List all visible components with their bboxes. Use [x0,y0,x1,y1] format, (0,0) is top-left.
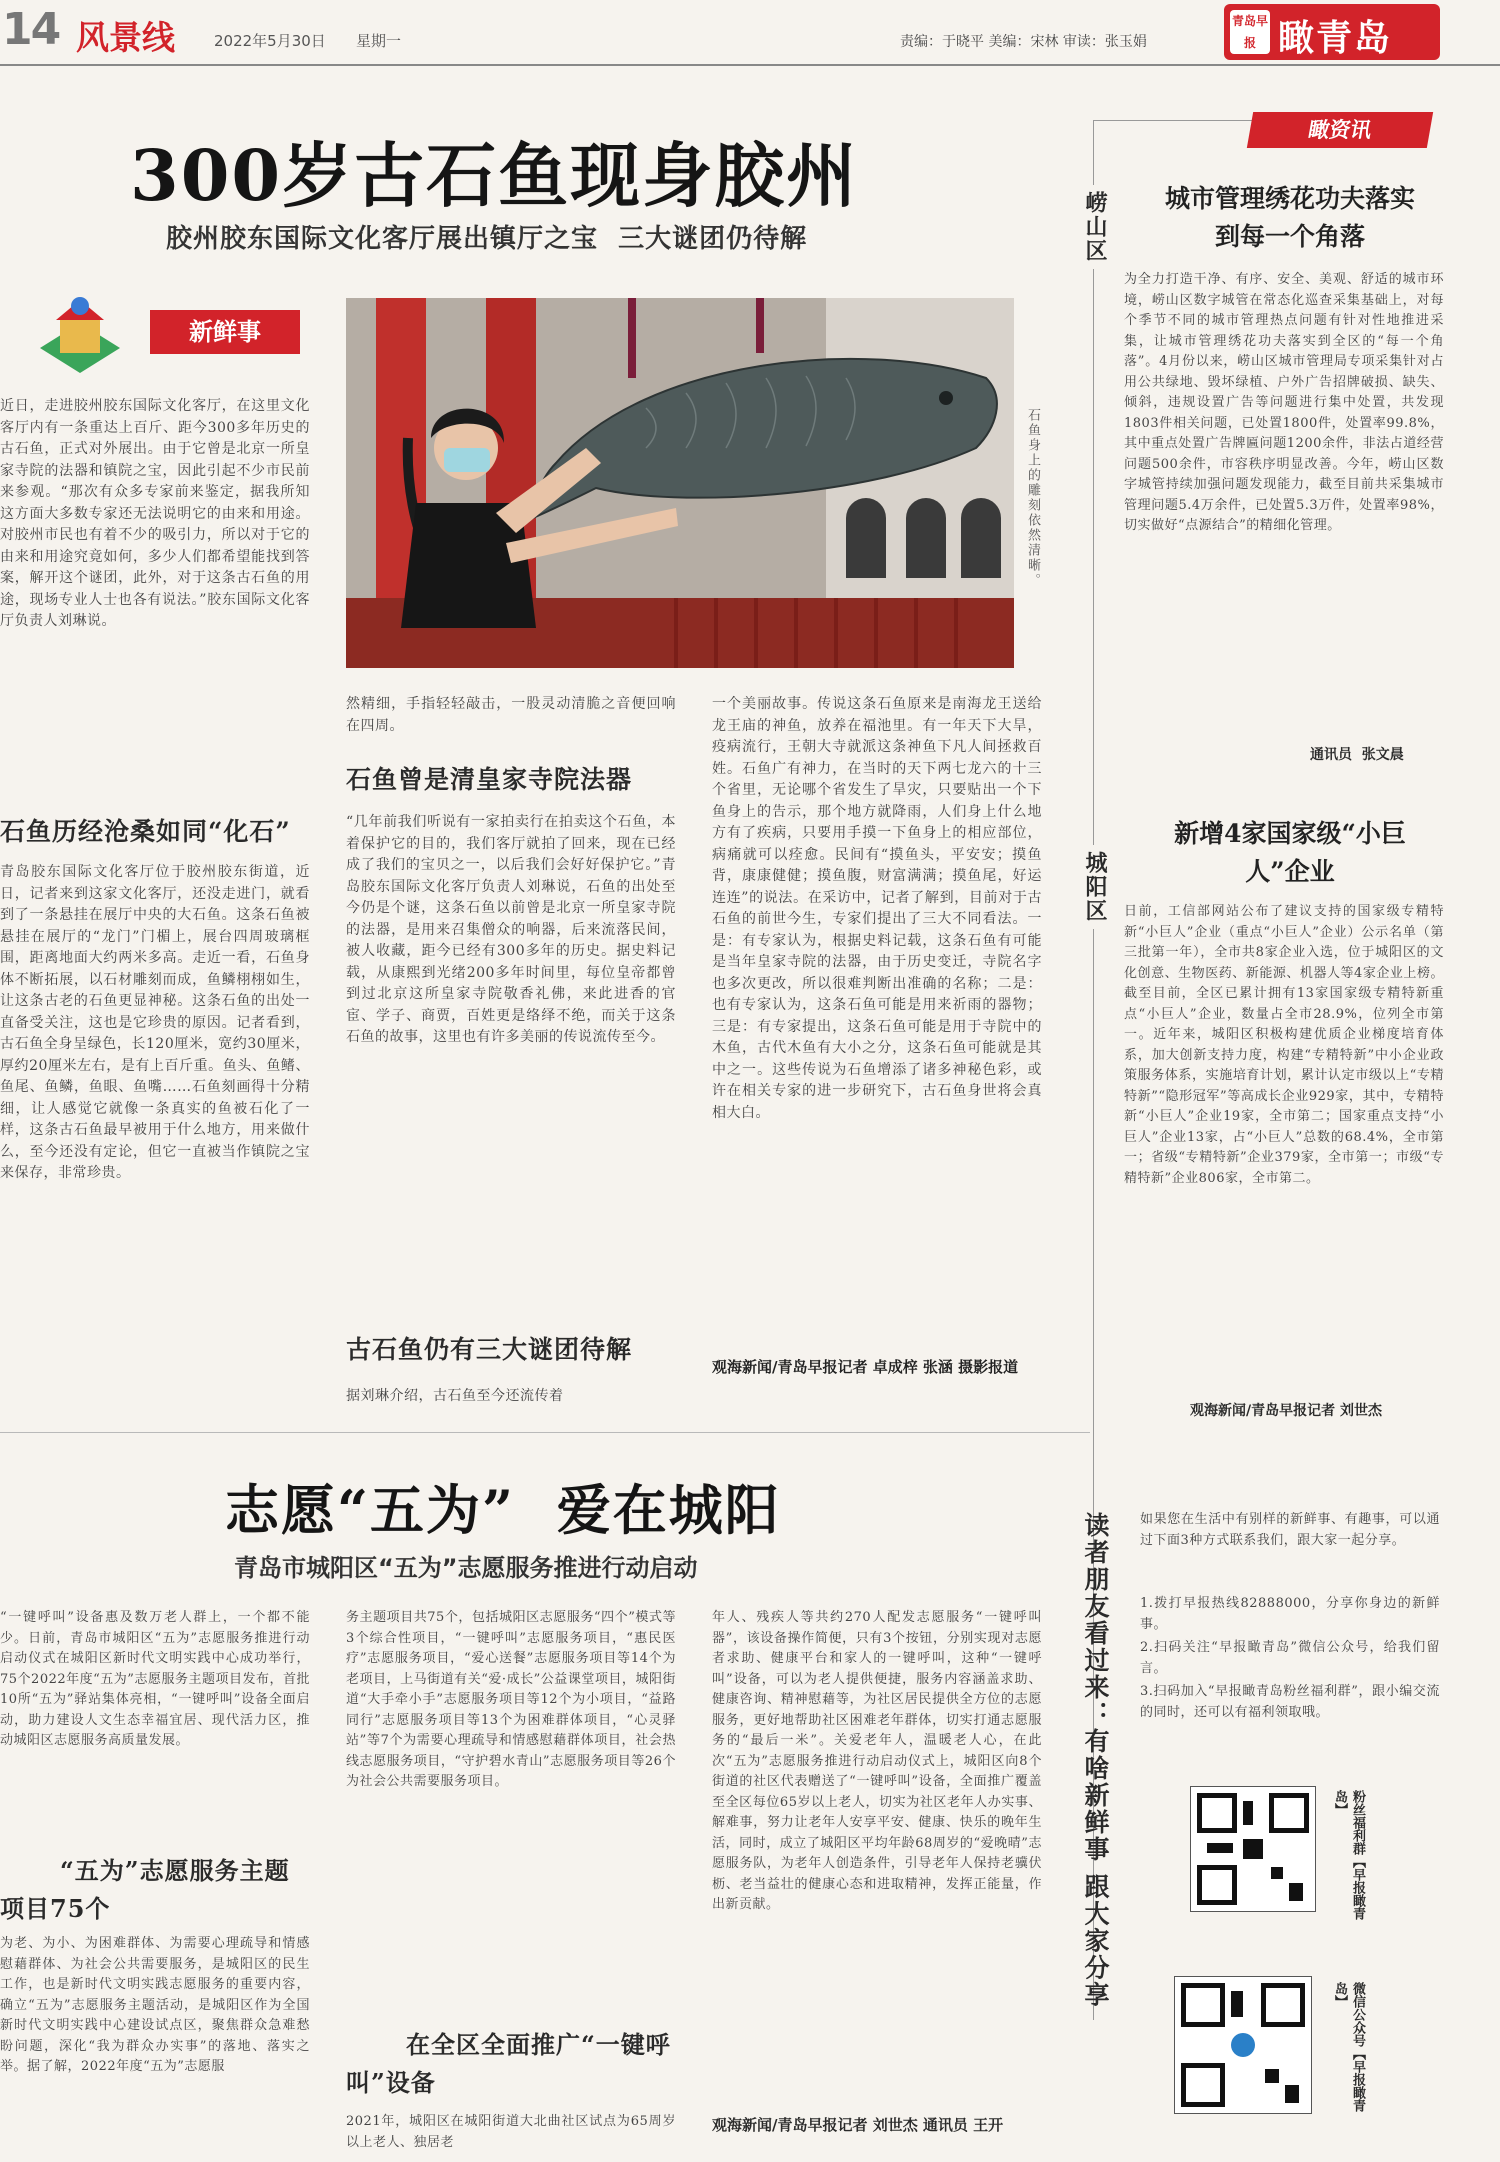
article1-lead: 近日，走进胶州胶东国际文化客厅，在这里文化客厅内有一条重达上百斤、距今300多年历史的古石鱼，正式对外展出。由于它曾是北京一所皇家寺院的法器和镇院之宝，因此引起不少市民前来参观。“那次有众多专家前来鉴定，据我所知这方面大多数专家还无法说明它的由来和用途。对胶州市民也有着不少的吸引力，所以对于它的由来和用途究竟如何，多少人们都希望能找到答案，解开这个谜团，此外，对于这条古石鱼的用途，现场专业人士也各有说法。”胶东国际文化客厅负责人刘琳说。 [0,398,310,629]
news1-title: 城市管理绣花功夫落实到每一个角落 [1164,184,1415,251]
issue-date: 2022年5月30日 [214,32,326,50]
article1-heading-mysteries: 古石鱼仍有三大谜团待解 [346,1335,633,1364]
reader-box-title: 读者朋友看过来：有啥新鲜事 跟大家分享 [1081,1512,1110,2009]
article1-col2-text: “几年前我们听说有一家拍卖行在拍卖这个石鱼，本着保护它的目的，我们客厅就拍了回来，现在已经成了我们的宝贝之一，以后我们会好好保护它。”青岛胶东国际文化客厅负责人刘琳说，石鱼的出处至今仍是个谜，这条石鱼以前曾是北京一所皇家寺院的法器，是用来召集僧众的响器，后来流落民间，被人收藏，距今已经有300多年的历史。据史料记载，从康熙到光绪200多年时间里，每位皇帝都曾到过北京这所皇家寺院敬香礼佛，来此进香的官宦、学子、商贾，百姓更是络绎不绝，而关于这条石鱼的故事，这里也有许多美丽的传说流传至今。 [346,814,676,1045]
article1-heading-temple: 石鱼曾是清皇家寺院法器 [346,765,633,794]
news1-byline: 通讯员 张文晨 [1310,747,1404,763]
sidebar-tag: 瞰资讯 [1247,112,1433,148]
brand-badge: 青岛早报 [1230,10,1270,54]
article1-col3-text: 一个美丽故事。传说这条石鱼原来是南海龙王送给龙王庙的神鱼，放养在福池里。有一年天下大旱，疫病流行，王朝大寺就派这条神鱼下凡人间拯救百姓。石鱼广有神力，在当时的天下两七龙六的十三个省里，无论哪个省发生了旱灾，只要贴出一个下鱼身上的告示，那个地方就降雨，人们身上什么地方有了疾病，只要用手摸一下鱼身上的相应部位，病痛就可以痊愈。民间有“摸鱼头，平安安；摸鱼背，康康健健；摸鱼腹，财富满满；摸鱼尾，好运连连”的说法。在采访中，记者了解到，目前对于古石鱼的前世今生，专家们提出了三大不同看法。一是：有专家认为，根据史料记载，这条石鱼有可能是当年皇家寺院的法器，由于历史变迁，寺院名字也多次更改，所以很难判断出准确的名称；二是：也有专家认为，这条石鱼可能是用来祈雨的器物；三是：有专家提出，这条石鱼可能是用于寺院中的木鱼，古代木鱼有大小之分，这条石鱼可能就是其中之一。这些传说为石鱼增添了诸多神秘色彩，或许在相关专家的进一步研究下，古石鱼身世将会真相大白。 [712,696,1042,1121]
article2-lead: “一键呼叫”设备惠及数万老人群上，一个都不能少。日前，青岛市城阳区“五为”志愿服务推进行动启动仪式在城阳区新时代文明实践中心成功举行，75个2022年度“五为”志愿服务主题项目发布，首批10所“五为”驿站集体亮相，“一键呼叫”设备全面启动，助力建设人文生态幸福宜居、现代活力区，推动城阳区志愿服务高质量发展。 [0,1610,310,1748]
article2-heading-projects: “五为”志愿服务主题项目75个 [0,1856,290,1923]
sidebar-top-rule [1093,120,1254,122]
news-tag-label: 新鲜事 [150,310,300,354]
article1-heading-fossil: 石鱼历经沧桑如同“化石” [0,817,291,846]
section-name: 风景线 [76,18,175,57]
article2-subhead: 青岛市城阳区“五为”志愿服务推进行动启动 [234,1554,698,1582]
header-rule [0,64,1500,66]
news-tag-graphic [30,288,280,378]
article2-heading-oneclick: 在全区全面推广“一键呼叫”设备 [346,2030,671,2097]
fan-group-qr-code[interactable] [1190,1786,1316,1912]
page-number: 14 [2,4,60,55]
photo-illustration [346,298,1014,668]
article1-col1-text: 青岛胶东国际文化客厅位于胶州胶东街道，近日，记者来到这家文化客厅，还没走进门，就看到了一条悬挂在展厅中央的大石鱼。这条石鱼被悬挂在展厅的“龙门”门楣上，展台四周玻璃框围，距离地面大约两米多高。走近一看，石鱼身体不断拓展，以石材雕刻而成，鱼鳞栩栩如生，让这条古老的石鱼更显神秘。这条石鱼的出处一直备受关注，这也是它珍贵的原因。记者看到，古石鱼全身呈绿色，长120厘米，宽约30厘米，厚约20厘米左右，是有上百斤重。鱼头、鱼鳍、鱼尾、鱼鳞，鱼眼、鱼嘴……石鱼刻画得十分精细，让人感觉它就像一条真实的鱼被石化了一样，这条古石鱼最早被用于什么地方，用来做什么，至今还没有定论，但它一直被当作镇院之宝来保存，非常珍贵。 [0,864,310,1181]
brand-logo [1224,4,1440,60]
district-chengyang: 城阳区 [1080,845,1111,929]
issue-weekday: 星期一 [356,32,402,50]
fan-group-qr-label: 粉丝福利群【早报瞰青岛】 [1332,1790,1365,1920]
reader-box-item3: 3.扫码加入“早报瞰青岛粉丝福利群”，跟小编交流的同时，还可以有福利领取哦。 [1140,1684,1440,1720]
article-divider [0,1432,1090,1433]
wechat-account-qr-code[interactable] [1174,1976,1312,2114]
article2-byline: 观海新闻/青岛早报记者 刘世杰 通讯员 王开 [712,2116,1004,2134]
article1-headline: 300岁古石鱼现身胶州 [130,134,859,217]
article2-col1-text: 为老、为小、为困难群体、为需要心理疏导和情感慰藉群体、为社会公共需要服务，是城阳区的民生工作，也是新时代文明实践志愿服务的重要内容，确立“五为”志愿服务主题活动，是城阳区作为全国新时代文明实践中心建设试点区，聚焦群众急难愁盼问题，深化“我为群众办实事”的落地、落实之举。据了解，2022年度“五为”志愿服 [0,1936,310,2074]
brand-title: 瞰青岛 [1278,17,1393,59]
article1-col2-top: 然精细，手指轻轻敲击，一股灵动清脆之音便回响在四周。 [346,696,676,734]
photo-caption: 石鱼身上的雕刻依然清晰。 [1025,408,1040,588]
article1-byline: 观海新闻/青岛早报记者 卓成梓 张涵 摄影报道 [712,1358,1019,1376]
article2-headline: 志愿“五为” 爱在城阳 [225,1478,781,1542]
article2-col3-text: 年人、残疾人等共约270人配发志愿服务“一键呼叫器”，该设备操作简便，只有3个按钮，分别实现对志愿者求助、健康平台和家人的一键呼叫，这种“一键呼叫”设备，可以为老人提供便捷，服务内容涵盖求助、健康咨询、精神慰藉等，为社区居民提供全方位的志愿服务，更好地帮助社区困难老年群体，切实打通志愿服务的“最后一米”。关爱老年人，温暖老人心，在此次“五为”志愿服务推进行动启动仪式上，城阳区向8个街道的社区代表赠送了“一键呼叫”设备，全面推广覆盖至全区每位65岁以上老人，切实为社区老年人办实事、解难事，努力让老年人安享平安、健康、快乐的晚年生活，同时，成立了城阳区平均年龄68周岁的“爱晚晴”志愿服务队，为老年人创造条件，引导老年人保持老骥伏枥、老当益壮的健康心态和进取精神，发挥正能量，作出新贡献。 [712,1610,1042,1912]
stone-fish-photo [346,298,1014,668]
editor-credits: 责编：于晓平 美编：宋林 审读：张玉娟 [900,34,1147,50]
reader-box-item2: 2.扫码关注“早报瞰青岛”微信公众号，给我们留言。 [1140,1640,1440,1676]
news2-byline: 观海新闻/青岛早报记者 刘世杰 [1190,1403,1382,1419]
news2-title: 新增4家国家级“小巨人”企业 [1174,819,1406,886]
article2-col2-bottom: 2021年，城阳区在城阳街道大北曲社区试点为65周岁以上老人、独居老 [346,2114,676,2150]
article2-col2-text: 务主题项目共75个，包括城阳区志愿服务“四个”模式等3个综合性项目，“一键呼叫”志愿服务项目，“惠民医疗”志愿服务项目，“爱心送餐”志愿服务项目等14个为老项目，上马街道有关“爱·成长”公益课堂项目，城阳街道“大手牵小手”志愿服务项目等12个为小项目，“益路同行”志愿服务项目等13个为困难群体项目，“心灵驿站”等7个为需要心理疏导和情感慰藉群体项目，社会热线志愿服务项目，“守护碧水青山”志愿服务项目等26个为社会公共需要服务项目。 [346,1610,676,1789]
reader-box-item1: 1.拨打早报热线82888000，分享你身边的新鲜事。 [1140,1596,1440,1632]
article1-col2-bottom: 据刘琳介绍，古石鱼至今还流传着 [346,1388,564,1404]
house-illustration-icon [30,288,130,378]
news1-text: 为全力打造干净、有序、安全、美观、舒适的城市环境，崂山区数字城管在常态化巡查采集基础上，对每个季节不同的城市管理热点问题有针对性地推进采集，让城市管理绣花功夫落实到全区的“每一个角落”。4月份以来，崂山区城市管理局专项采集针对占用公共绿地、毁坏绿植、户外广告招牌破损、缺失、倾斜，违规设置广告等问题进行集中处置，共发现1803件相关问题，已处置1800件，处置率99.8%，其中重点处置广告牌匾问题1200余件，非法占道经营问题500余件，市容秩序明显改善。今年，崂山区数字城管持续加强问题发现能力，截至目前共采集城市管理问题5.4万余件，已处置5.3万件，处置率98%，切实做好“点源结合”的精细化管理。 [1124,272,1444,533]
article1-subhead: 胶州胶东国际文化客厅展出镇厅之宝 三大谜团仍待解 [166,224,808,254]
news2-text: 日前，工信部网站公布了建议支持的国家级专精特新“小巨人”企业（重点“小巨人”企业）公示名单（第三批第一年），全市共8家企业入选，位于城阳区的文化创意、生物医药、新能源、机器人等4家企业上榜。截至目前，全区已累计拥有13家国家级专精特新重点“小巨人”企业，数量占全市28.9%，位列全市第一。近年来，城阳区积极构建优质企业梯度培育体系，加大创新支持力度，构建“专精特新”中小企业政策服务体系，实施培育计划，累计认定市级以上“专精特新”“隐形冠军”等高成长企业929家，其中，专精特新“小巨人”企业19家，全市第二；国家重点支持“小巨人”企业13家，占“小巨人”总数的68.4%，全市第一；省级“专精特新”企业379家，全市第一；市级“专精特新”企业806家，全市第二。 [1124,904,1444,1186]
reader-box-intro: 如果您在生活中有别样的新鲜事、有趣事，可以通过下面3种方式联系我们，跟大家一起分享。 [1140,1512,1440,1548]
wechat-account-qr-label: 微信公众号【早报瞰青岛】 [1332,1982,1365,2112]
district-laoshan: 崂山区 [1080,185,1111,269]
